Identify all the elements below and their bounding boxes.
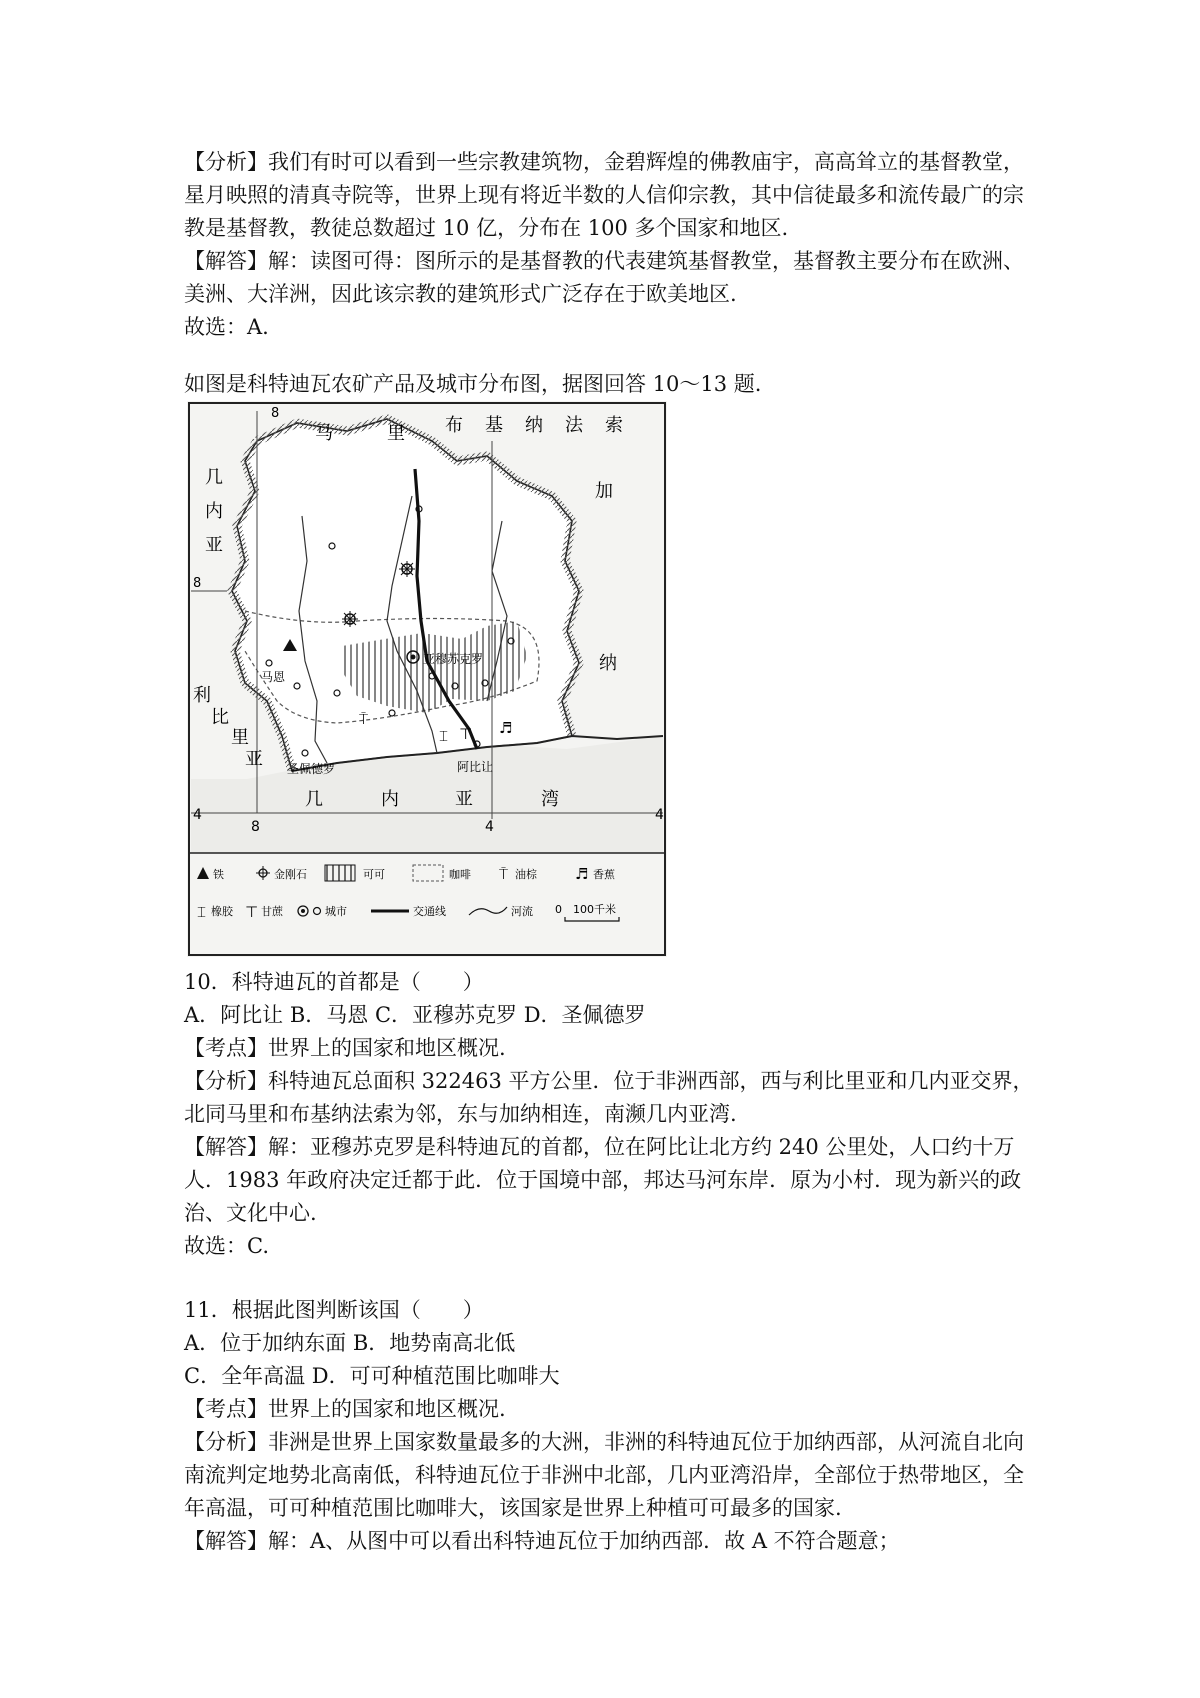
legend-river-label: 河流 xyxy=(511,905,533,918)
lat-4-right: 4 xyxy=(655,807,664,823)
label-gulf-3: 亚 xyxy=(455,789,473,810)
label-san-pedro: 圣佩德罗 xyxy=(287,762,336,776)
label-liberia-3: 里 xyxy=(231,727,249,748)
label-abidjan: 阿比让 xyxy=(457,760,494,774)
question-11-stem: 11．根据此图判断该国（ ） xyxy=(184,1298,484,1322)
legend-rubber-icon: ⌶ xyxy=(197,903,207,921)
label-burkina-4: 法 xyxy=(565,415,583,436)
legend-transport-label: 交通线 xyxy=(413,905,446,918)
answer-block-question-9 xyxy=(184,146,1034,344)
lat-8-left: 8 xyxy=(193,576,202,591)
question-11-topic: 【考点】世界上的国家和地区概况. xyxy=(184,1397,506,1421)
legend-cocoa-icon xyxy=(325,865,355,881)
label-burkina-1: 布 xyxy=(445,415,463,436)
lon-4-bottom: 4 xyxy=(485,819,494,835)
question-10-analysis: 【分析】科特迪瓦总面积 322463 平方公里．位于非洲西部，西与利比里亚和几内亚交界，北同马里和布基纳法索为邻，东与加纳相连，南濒几内亚湾. xyxy=(184,1069,1034,1126)
solution-paragraph: 【解答】解：读图可得：图所示的是基督教的代表建筑基督教堂，基督教主要分布在欧洲、美洲、大洋洲，因此该宗教的建筑形式广泛存在于欧美地区. xyxy=(184,249,1024,306)
label-mali-1: 马 xyxy=(315,423,333,444)
label-liberia-4: 亚 xyxy=(245,749,263,770)
legend-city-label: 城市 xyxy=(325,905,347,918)
question-11-options-ab: A．位于加纳东面 B．地势南高北低 xyxy=(184,1331,516,1355)
label-burkina-3: 纳 xyxy=(525,415,543,436)
sugarcane-symbol-map: ⊤ xyxy=(459,725,473,743)
legend-palm-label: 油棕 xyxy=(515,868,537,881)
map-intro xyxy=(184,368,1034,401)
label-ghana-2: 纳 xyxy=(599,653,617,674)
palm-symbol-map-1: ⍑ xyxy=(359,710,369,728)
question-11-solution: 【解答】解：A、从图中可以看出科特迪瓦位于加纳西部．故 A 不符合题意； xyxy=(184,1529,900,1553)
label-man: 马恩 xyxy=(261,670,286,684)
legend-diamond-label: 金刚石 xyxy=(274,868,307,881)
question-10-solution: 【解答】解：亚穆苏克罗是科特迪瓦的首都，位在阿比让北方约 240 公里处，人口约十万人．1983 年政府决定迁都于此．位于国境中部，邦达马河东岸．原为小村．现为新兴的政治、文化中心. xyxy=(184,1135,1022,1225)
label-yamoussoukro: 亚穆苏克罗 xyxy=(423,652,484,666)
label-mali-2: 里 xyxy=(387,423,405,444)
label-burkina-2: 基 xyxy=(485,415,503,436)
legend-coffee-label: 咖啡 xyxy=(449,868,471,881)
diamond-symbol-map-2 xyxy=(399,561,415,577)
legend-cocoa-label: 可可 xyxy=(363,868,385,881)
lon-8-bottom: 8 xyxy=(251,819,260,835)
banana-symbol-map: ♬ xyxy=(499,719,513,737)
analysis-paragraph: 【分析】我们有时可以看到一些宗教建筑物，金碧辉煌的佛教庙宇，高高耸立的基督教堂，星月映照的清真寺院等，世界上现有将近半数的人信仰宗教，其中信徒最多和流传最广的宗教是基督教，教徒总数超过 10 亿，分布在 100 多个国家和地区. xyxy=(184,150,1024,240)
label-guinea-3: 亚 xyxy=(205,535,223,556)
intro-text: 如图是科特迪瓦农矿产品及城市分布图，据图回答 10～13 题. xyxy=(184,372,762,396)
label-liberia-1: 利 xyxy=(193,685,211,706)
legend-scale-zero: 0 xyxy=(555,903,562,916)
diamond-symbol-map-1 xyxy=(342,611,358,627)
lat-4-left: 4 xyxy=(193,807,202,823)
question-11-analysis: 【分析】非洲是世界上国家数量最多的大洲，非洲的科特迪瓦位于加纳西部，从河流自北向南流判定地势北高南低，科特迪瓦位于非洲中北部，几内亚湾沿岸，全部位于热带地区，全年高温，可可种植范围比咖啡大，该国家是世界上种植可可最多的国家. xyxy=(184,1430,1024,1520)
question-11-options-cd: C．全年高温 D．可可种植范围比咖啡大 xyxy=(184,1364,560,1388)
legend-banana-label: 香蕉 xyxy=(593,868,615,881)
legend-sugarcane-label: 甘蔗 xyxy=(261,905,283,918)
lon-8-top: 8 xyxy=(271,406,280,421)
legend-scale-length: 100千米 xyxy=(573,903,616,916)
legend-sugarcane-icon: ⊤ xyxy=(245,903,259,921)
label-gulf-4: 湾 xyxy=(541,789,559,810)
question-10-options: A．阿比让 B．马恩 C．亚穆苏克罗 D．圣佩德罗 xyxy=(184,1003,646,1027)
cote-divoire-map xyxy=(187,401,667,957)
rubber-symbol-map: ⌶ xyxy=(439,727,449,745)
label-guinea-2: 内 xyxy=(205,501,223,522)
legend-banana-icon: ♬ xyxy=(575,865,589,883)
label-guinea-1: 几 xyxy=(205,467,223,488)
question-10-choice: 故选：C. xyxy=(184,1234,269,1258)
question-10-topic: 【考点】世界上的国家和地区概况. xyxy=(184,1036,506,1060)
legend-rubber-label: 橡胶 xyxy=(211,905,233,918)
label-gulf-1: 几 xyxy=(305,789,323,810)
label-gulf-2: 内 xyxy=(381,789,399,810)
question-10-block xyxy=(184,966,1034,1263)
label-liberia-2: 比 xyxy=(211,707,229,728)
legend-iron-label: 铁 xyxy=(213,868,224,881)
question-10-stem: 10．科特迪瓦的首都是（ ） xyxy=(184,970,484,994)
label-ghana-1: 加 xyxy=(595,481,613,502)
choice-line: 故选：A. xyxy=(184,315,269,339)
label-burkina-5: 索 xyxy=(605,415,623,436)
legend-palm-icon: ⍑ xyxy=(499,865,509,883)
question-11-block xyxy=(184,1294,1034,1558)
